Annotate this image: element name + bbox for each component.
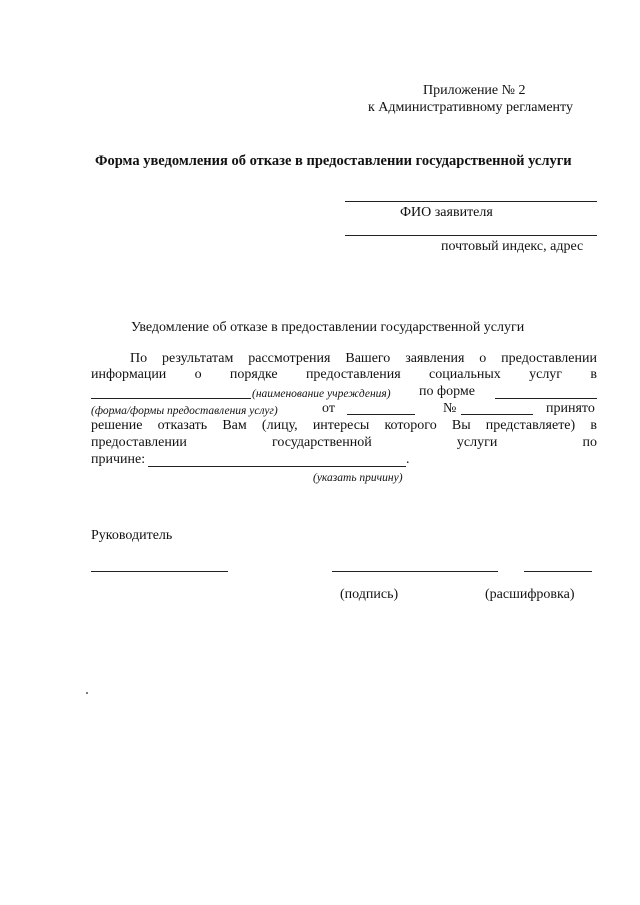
word: предоставлении bbox=[91, 435, 187, 450]
word: представляете) bbox=[485, 418, 576, 433]
word: Вашего bbox=[345, 351, 391, 366]
decode-line bbox=[524, 571, 592, 572]
word: информации bbox=[91, 367, 167, 382]
decision-number-blank bbox=[461, 414, 533, 415]
word: результатам bbox=[162, 351, 234, 366]
po-forme-label: по форме bbox=[419, 384, 475, 399]
applicant-name-caption: ФИО заявителя bbox=[400, 205, 493, 220]
appendix-regulation: к Административному регламенту bbox=[368, 100, 573, 115]
forms-hint: (форма/формы предоставления услуг) bbox=[91, 405, 278, 417]
word: решение bbox=[91, 418, 143, 433]
scan-speck bbox=[86, 692, 88, 694]
signature-caption: (подпись) bbox=[340, 587, 399, 602]
institution-blank bbox=[91, 398, 251, 399]
word: Вы bbox=[451, 418, 471, 433]
appendix-number: Приложение № 2 bbox=[423, 83, 526, 98]
ot-label: от bbox=[322, 401, 335, 416]
word: государственной bbox=[271, 435, 372, 450]
decode-caption: (расшифровка) bbox=[485, 587, 575, 602]
word: По bbox=[130, 351, 148, 366]
prinyato-label: принято bbox=[546, 401, 595, 416]
number-sign: № bbox=[443, 401, 457, 416]
form-number-blank bbox=[495, 398, 597, 399]
word: о bbox=[479, 351, 487, 366]
word: о bbox=[194, 367, 202, 382]
notice-line-5 bbox=[91, 435, 597, 451]
word: в bbox=[590, 367, 597, 382]
word: которого bbox=[384, 418, 437, 433]
notice-line-2 bbox=[91, 367, 597, 383]
word: по bbox=[582, 435, 597, 450]
date-blank bbox=[347, 414, 415, 415]
word: социальных bbox=[429, 367, 501, 382]
notice-title: Уведомление об отказе в предоставлении государственной услуги bbox=[131, 320, 525, 335]
applicant-address-caption: почтовый индекс, адрес bbox=[441, 239, 584, 254]
word: услуг bbox=[529, 367, 563, 382]
form-title: Форма уведомления об отказе в предоставлении государственной услуги bbox=[95, 153, 572, 169]
word: заявления bbox=[405, 351, 465, 366]
word: (лицу, bbox=[261, 418, 298, 433]
reason-hint: (указать причину) bbox=[313, 472, 403, 484]
signature-line bbox=[332, 571, 498, 572]
word: предоставления bbox=[305, 367, 401, 382]
notice-line-4 bbox=[91, 418, 597, 434]
word: порядке bbox=[229, 367, 278, 382]
word: в bbox=[590, 418, 597, 433]
reason-label: причине: bbox=[91, 452, 146, 467]
reason-end: . bbox=[406, 452, 410, 467]
word: рассмотрения bbox=[248, 351, 331, 366]
head-label: Руководитель bbox=[91, 528, 173, 543]
notice-line-1 bbox=[130, 351, 597, 367]
institution-hint: (наименование учреждения) bbox=[252, 388, 391, 400]
reason-blank bbox=[148, 466, 406, 467]
word: Вам bbox=[222, 418, 247, 433]
word: интересы bbox=[312, 418, 370, 433]
applicant-address-line bbox=[345, 235, 597, 236]
word: отказать bbox=[157, 418, 208, 433]
head-position-line bbox=[91, 571, 228, 572]
word: предоставлении bbox=[501, 351, 597, 366]
applicant-name-line bbox=[345, 201, 597, 202]
word: услуги bbox=[456, 435, 498, 450]
